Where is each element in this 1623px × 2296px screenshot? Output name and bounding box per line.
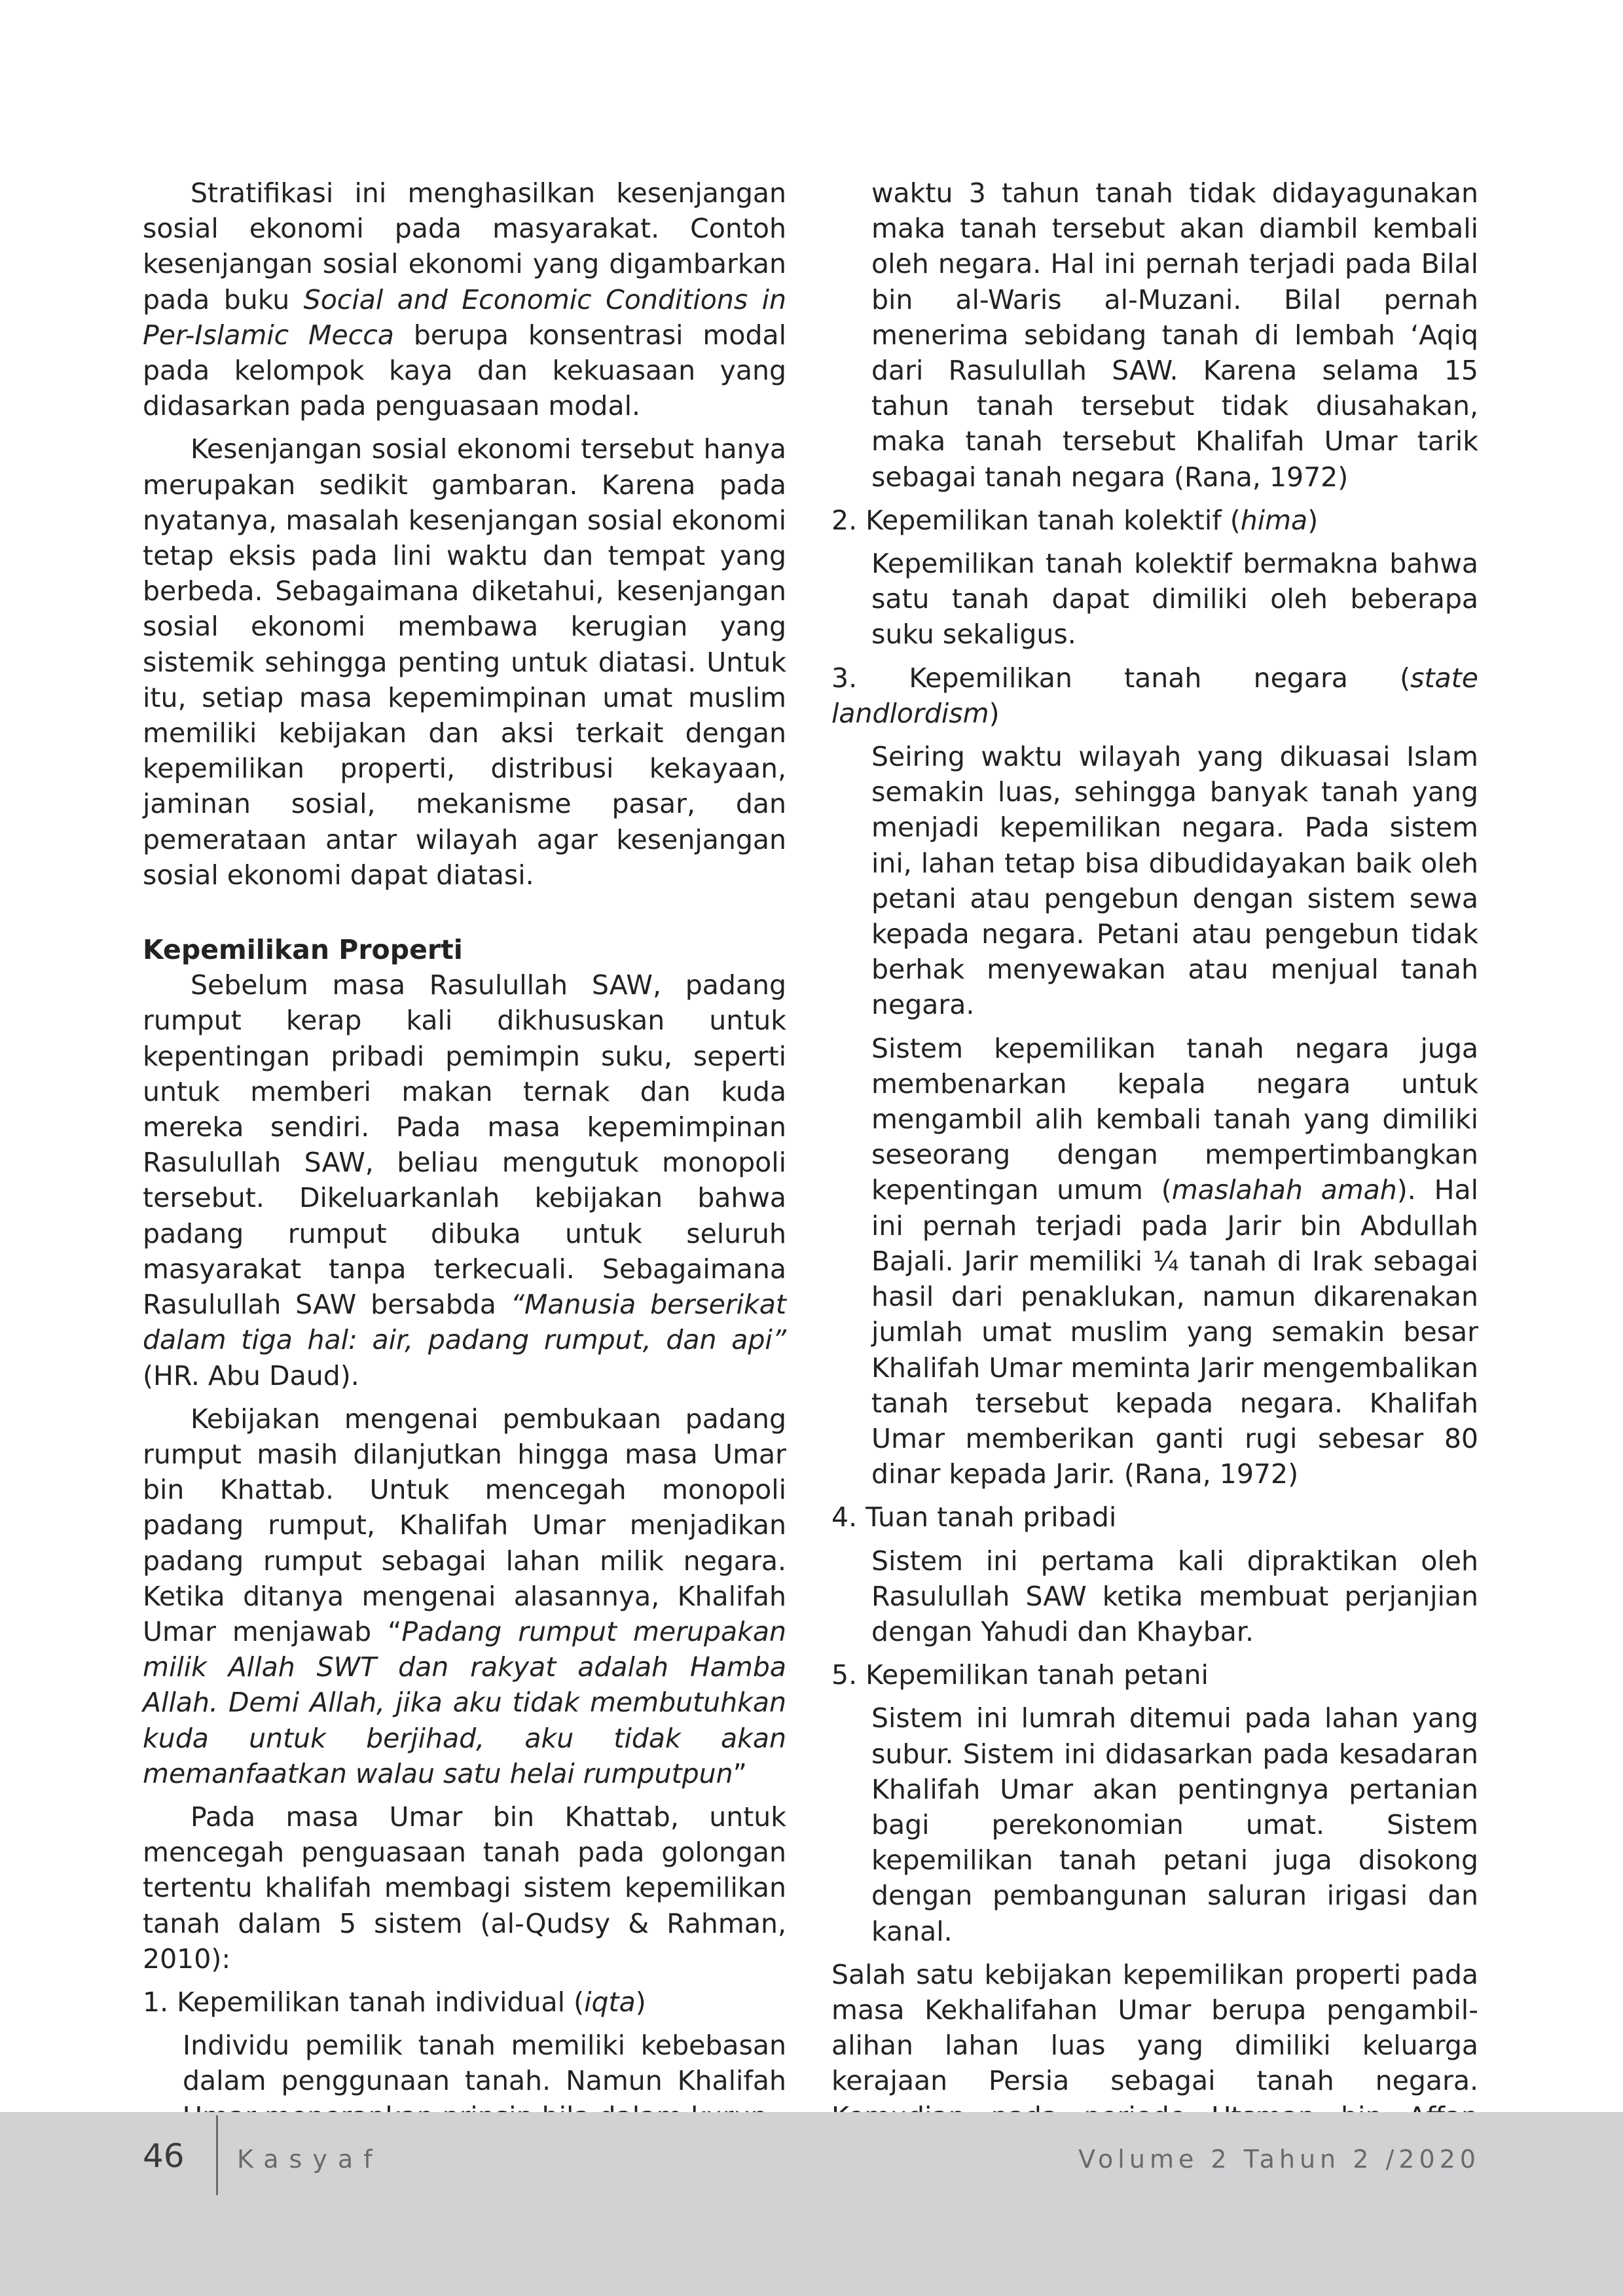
section-heading: Kepemilikan Properti bbox=[143, 934, 463, 966]
hadith-quote: “Manusia berserikat dalam tiga hal: air, padang rumput, dan api” bbox=[143, 1289, 786, 1356]
list-item-5-body: Sistem ini lumrah ditemui pada lahan yang subur. Sistem ini didasarkan pada kesadaran Khalifah Umar akan pentingnya pertanian bagi perekonomian umat. Sistem kepemilikan tanah petani juga disokong dengan pembangunan saluran irigasi dan kanal. bbox=[871, 1702, 1478, 1947]
page-number: 46 bbox=[143, 2137, 185, 2175]
list-item-5-title: 5. Kepemilikan tanah petani bbox=[831, 1659, 1209, 1691]
text-run: ” bbox=[733, 1757, 747, 1789]
text-run: 2. Kepemilikan tanah kolektif ( bbox=[831, 504, 1241, 536]
left-column bbox=[143, 175, 786, 2134]
list-item-4-body: Sistem ini pertama kali dipraktikan oleh Rasulullah SAW ketika membuat perjanjian dengan Yahudi dan Khaybar. bbox=[871, 1545, 1478, 1647]
umar-quote: Padang rumput merupakan milik Allah SWT dan rakyat adalah Hamba Allah. Demi Allah, jika aku tidak membutuhkan kuda untuk berjihad, aku tidak akan memanfaatkan walau satu helai rumputpun bbox=[143, 1615, 786, 1789]
text-run: ) bbox=[989, 697, 1000, 729]
text-run: 1. Kepemilikan tanah individual ( bbox=[143, 1986, 585, 2018]
text-run: (HR. Abu Daud). bbox=[143, 1359, 359, 1391]
list-item-4-title: 4. Tuan tanah pribadi bbox=[831, 1501, 1117, 1534]
paragraph-stratifikasi bbox=[143, 175, 786, 423]
text-run: Sebelum masa Rasulullah SAW, padang rumput kerap kali dikhususkan untuk kepentingan pribadi pemimpin suku, seperti untuk memberi makan ternak dan kuda mereka sendiri. Pada masa kepemimpinan Rasulullah SAW, beliau mengutuk monopoli tersebut. Dikeluarkanlah kebijakan bahwa padang rumput dibuka untuk seluruh masyarakat tanpa terkecuali. Sebagaimana Rasulullah SAW bersabda bbox=[143, 969, 786, 1321]
list-item-2-body: Kepemilikan tanah kolektif bermakna bahwa satu tanah dapat dimiliki oleh beberapa suku sekaligus. bbox=[871, 548, 1478, 651]
right-column bbox=[831, 175, 1478, 2170]
paragraph-five-systems: Pada masa Umar bin Khattab, untuk mencegah penguasaan tanah pada golongan tertentu khalifah membagi sistem kepemilikan tanah dalam 5 sistem (al-Qudsy & Rahman, 2010): bbox=[143, 1801, 786, 1975]
list-item-2-title bbox=[831, 503, 1478, 538]
paragraph-kesenjangan: Kesenjangan sosial ekonomi tersebut hanya merupakan sedikit gambaran. Karena pada nyatanya, masalah kesenjangan sosial ekonomi tetap eksis pada lini waktu dan tempat yang berbeda. Sebagaimana diketahui, kesenjangan sosial ekonomi membawa kerugian yang sistemik sehingga penting untuk diatasi. Untuk itu, setiap masa kepemimpinan umat muslim memiliki kebijakan dan aksi terkait dengan kepemilikan properti, distribusi kekayaan, jaminan sosial, mekanisme pasar, dan pemerataan antar wilayah agar kesenjangan sosial ekonomi dapat diatasi. bbox=[143, 433, 786, 891]
page-footer bbox=[0, 2112, 1623, 2296]
term: maslahah amah bbox=[1171, 1174, 1397, 1206]
text-run: ). Hal ini pernah terjadi pada Jarir bin Abdullah Bajali. Jarir memiliki ¼ tanah di Irak sebagai hasil dari penaklukan, namun dikarenakan jumlah umat muslim yang semakin besar Khalifah Umar meminta Jarir mengembalikan tanah tersebut kepada negara. Khalifah Umar memberikan ganti rugi sebesar 80 dinar kepada Jarir. (Rana, 1972) bbox=[871, 1174, 1478, 1490]
paragraph-padang-rumput bbox=[143, 967, 786, 1393]
list-item-3-body-2 bbox=[871, 1031, 1478, 1492]
list-item-1-body: Individu pemilik tanah memiliki kebebasan dalam penggunaan tanah. Namun Khalifah bbox=[183, 2030, 786, 2097]
journal-name: Kasyaf bbox=[237, 2145, 383, 2174]
footer-divider bbox=[216, 2115, 218, 2195]
text-run: 3. Kepemilikan tanah negara ( bbox=[831, 662, 1411, 694]
term: hima bbox=[1240, 504, 1308, 536]
text-run: ) bbox=[1307, 504, 1319, 536]
text-run: Kebijakan mengenai pembukaan padang rumput masih dilanjutkan hingga masa Umar bin Khattab. Untuk mencegah monopoli padang rumput, Khalifah Umar menjadikan padang rumput sebagai lahan milik negara. Ketika ditanya mengenai alasannya, Khalifah Umar menjawab “ bbox=[143, 1403, 786, 1647]
list-item-1-body-continued: waktu 3 tahun tanah tidak didayagunakan maka tanah tersebut akan diambil kembali oleh negara. Hal ini pernah terjadi pada Bilal bin al-Waris al-Muzani. Bilal pernah menerima sebidang tanah di lembah ‘Aqiq dari Rasulullah SAW. Karena selama 15 tahun tanah tersebut tidak diusahakan, maka tanah tersebut Khalifah Umar tarik sebagai tanah negara (Rana, 1972) bbox=[871, 177, 1478, 493]
text-run: ) bbox=[635, 1986, 646, 2018]
list-item-3-body: Seiring waktu wilayah yang dikuasai Islam semakin luas, sehingga banyak tanah yang menjadi kepemilikan negara. Pada sistem ini, lahan tetap bisa dibudidayakan baik oleh petani atau pengebun dengan sistem sewa kepada negara. Petani atau pengebun tidak berhak menyewakan atau menjual tanah negara. bbox=[871, 741, 1478, 1021]
text-run: Sistem kepemilikan tanah negara juga membenarkan kepala negara untuk mengambil alih kembali tanah yang dimiliki seseorang dengan mempertimbangkan kepentingan umum ( bbox=[871, 1032, 1478, 1206]
paragraph-closing: Salah satu kebijakan kepemilikan properti pada masa Kekhalifahan Umar berupa pengambil-alihan lahan luas yang dimiliki keluarga kerajaan Persia sebagai tanah negara. bbox=[831, 1958, 1478, 2097]
text-run: Stratifikasi ini menghasilkan kesenjangan sosial ekonomi pada masyarakat. Contoh kesenjangan sosial ekonomi yang digambarkan pada buku bbox=[143, 177, 786, 315]
text-run: berupa konsentrasi modal pada kelompok kaya dan kekuasaan yang didasarkan pada penguasaan modal. bbox=[143, 319, 786, 422]
term: state landlordism bbox=[831, 662, 1478, 729]
paragraph-umar-policy bbox=[143, 1401, 786, 1791]
list-item-1-title bbox=[143, 1984, 786, 2020]
volume-info: Volume 2 Tahun 2 /2020 bbox=[1078, 2145, 1480, 2174]
list-item-3-title bbox=[831, 660, 1478, 731]
book-title: Social and Economic Conditions in Per-Islamic Mecca bbox=[143, 283, 787, 351]
term: iqta bbox=[584, 1986, 636, 2018]
